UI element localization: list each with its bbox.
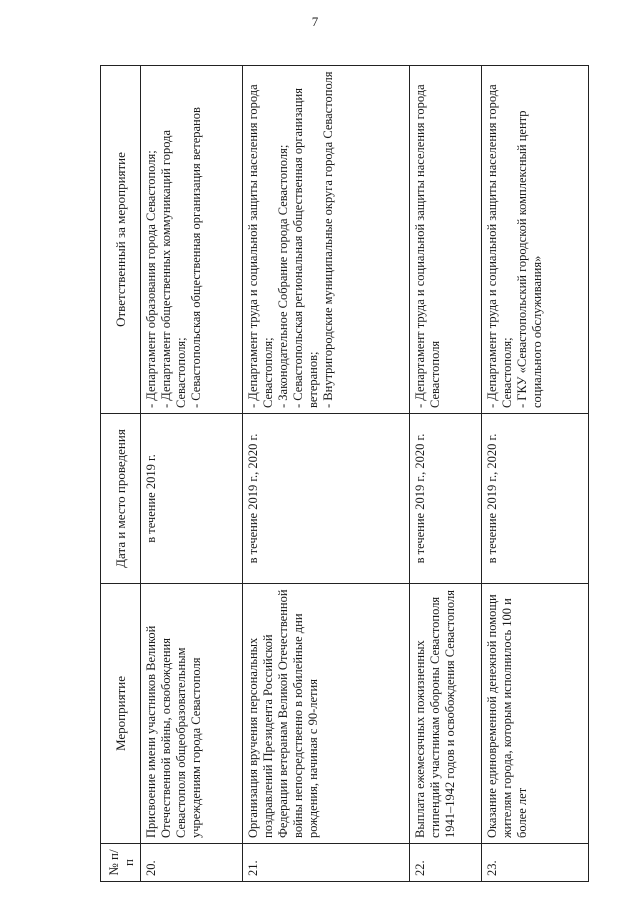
row-num: 22. — [410, 844, 482, 882]
table-row — [243, 66, 410, 882]
row-responsible — [141, 66, 243, 414]
responsible-item: - ГКУ «Севастопольский городской комплексный центр социального обслуживания» — [515, 110, 544, 408]
header-num: № п/п — [101, 844, 141, 882]
responsible-item: - Департамент труда и социальной защиты населения города Севастополя; — [485, 84, 514, 408]
rotated-table-frame — [100, 66, 588, 882]
header-date: Дата и место проведения — [101, 414, 141, 584]
table-row — [482, 66, 589, 882]
responsible-item: - Внутригородские муниципальные округа города Севастополя — [321, 71, 335, 408]
row-date: в течение 2019 г., 2020 г. — [410, 414, 482, 584]
table-row — [410, 66, 482, 882]
header-event: Мероприятие — [101, 584, 141, 844]
responsible-item: - Севастопольская общественная организация ветеранов — [189, 107, 203, 408]
row-date: в течение 2019 г., 2020 г. — [482, 414, 589, 584]
header-responsible: Ответственный за мероприятие — [101, 66, 141, 414]
row-responsible — [410, 66, 482, 414]
row-num: 23. — [482, 844, 589, 882]
row-event: Присвоение имени участников Великой Отечественной войны, освобождения Севастополя общеобразовательным учреждениям города Севастополя — [141, 584, 243, 844]
responsible-item: - Департамент труда и социальной защиты населения города Севастополя — [413, 84, 442, 408]
row-event: Выплата ежемесячных пожизненных стипендий участникам обороны Севастополя 1941–1942 годов и освобождения Севастополя — [410, 584, 482, 844]
responsible-item: - Департамент общественных коммуникаций города Севастополя; — [159, 129, 188, 408]
responsible-item: - Департамент образования города Севастополя; — [144, 150, 158, 408]
row-date: в течение 2019 г. — [141, 414, 243, 584]
responsible-item: - Севастопольская региональная общественная организация ветеранов; — [291, 88, 320, 408]
row-date: в течение 2019 г., 2020 г. — [243, 414, 410, 584]
row-num: 21. — [243, 844, 410, 882]
responsible-item: - Департамент труда и социальной защиты населения города Севастополя; — [246, 84, 275, 408]
row-responsible — [243, 66, 410, 414]
responsible-item: - Законодательное Собрание города Севастополя; — [276, 144, 290, 408]
row-num: 20. — [141, 844, 243, 882]
row-event: Оказание единовременной денежной помощи жителям города, которым исполнилось 100 и более лет — [482, 584, 589, 844]
table-row — [141, 66, 243, 882]
row-event: Организация вручения персональных поздравлений Президента Российской Федерации ветеранам Великой Отечественной войны непосредственно в юбилейные дни рождения, начиная с 90-летия — [243, 584, 410, 844]
events-table — [100, 65, 589, 882]
row-responsible — [482, 66, 589, 414]
table-container — [100, 66, 588, 882]
table-header-row — [101, 66, 141, 882]
page-number: 7 — [311, 14, 319, 29]
